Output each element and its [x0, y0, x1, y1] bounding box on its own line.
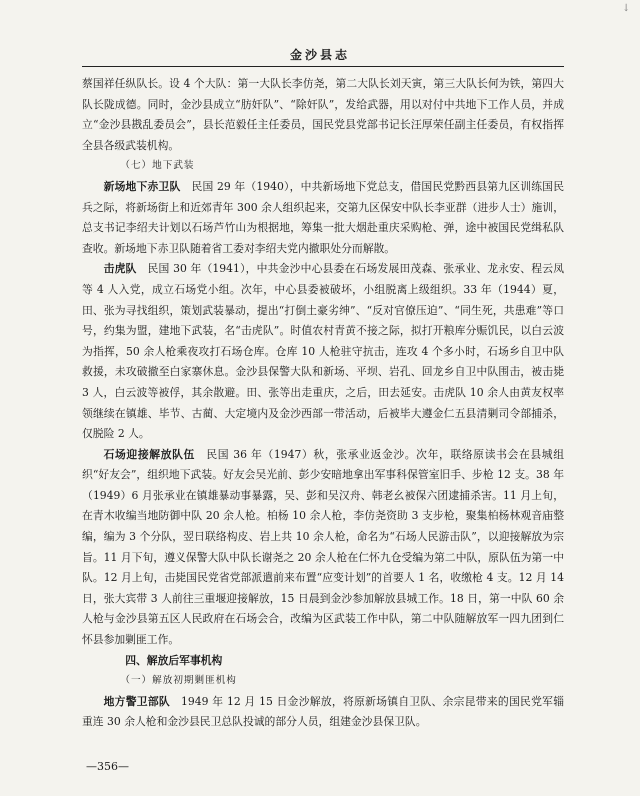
paragraph-text: 1949 年 12 月 15 日金沙解放，将原新场镇自卫队、余宗昆带来的国民党军辎重连 30 余人枪和金沙县民卫总队投诚的部分人员，组建金沙县保卫队。 — [82, 694, 564, 729]
paragraph-jihu-team — [82, 259, 564, 444]
page-number: —356— — [86, 760, 129, 773]
subsection-heading-7: （七）地下武装 — [120, 160, 195, 172]
corner-mark: ↓ — [622, 3, 631, 14]
paragraph-text: 民国 29 年（1940），中共新场地下党总支，借国民党黔西县第九区训练国民兵之际，将新场街上和近郊青年 300 余人组织起来，交第九区保安中队长李亚群（进步人士）施训，总支书记李绍夫计划以石场芦竹山为根据地，筹集一批大烟赴重庆采购枪、弹，途中被国民党缉私队查收。新场地下赤卫队随着省工委对李绍夫党内撤职处分而解散。 — [82, 179, 565, 255]
section-heading-4: 四、解放后军事机构 — [125, 653, 223, 667]
page-body — [82, 74, 564, 733]
paragraph-lead: 击虎队 — [103, 262, 137, 276]
paragraph-local-guard — [82, 692, 564, 733]
paragraph-xinchang-militia — [82, 177, 564, 259]
paragraph-text: 民国 30 年（1941），中共金沙中心县委在石场发展田茂森、张承业、龙永安、程云凤等 4 人入党，成立石场党小组。次年，中心县委被破坏，小组脱离上级组织。33 年（1944）夏，田、张为寻找组织，策划武装暴动，提出“打倒土豪劣绅”、“反对官僚压迫”、“同生死，共患难”等口号，约集为盟，建地下武装，名“击虎队”。时值农村青黄不接之际，拟打开粮库分赈饥民，以白云波为指挥，50 余人枪乘夜攻打石场仓库。仓库 10 人枪驻守抗击，连攻 4 个多小时，石场乡自卫中队救援，未攻破撤至白家寨休息。金沙县保警大队和新场、平坝、岩孔、回龙乡自卫中队围击，被击毙 3 人，白云波等被俘，其余散避。田、张等出走重庆，之后，田去延安。击虎队 10 余人由黄友权率领继续在镇雄、毕节、古蔺、大定境内及金沙西部一带活动，后被毕大遵金仁五县清剿司令部捕杀，仅脱险 2 人。 — [82, 262, 564, 441]
paragraph-lead: 石场迎接解放队伍 — [103, 447, 195, 461]
header-rule — [82, 66, 564, 67]
paragraph-text: 民国 36 年（1947）秋，张承业返金沙。次年，联络原读书会在县城组织“好友会”，组织地下武装。好友会吴光前、彭少安暗地拿出军事科保管室旧手、步枪 12 支。38 年（1949）6 月张承业在镇雄暴动事暴露，吴、彭和吴汉舟、韩老幺被保六团逮捕杀害。11 月上旬，在青木收编当地防御中队 20 余人枪。柏杨 10 余人枪，李仿尧资助 3 支步枪，聚集柏杨林观音庙整编，编为 3 个分队，翌日联络构皮、岩上共 10 余人枪，命名为“石场人民游击队”，以迎接解放为宗旨。11 月下旬，遵义保警大队中队长谢尧之 20 余人枪在仁怀九仓受编为第二中队，原队伍为第一中队。12 月上旬，击毙国民党省党部派遣前来布置“应变计划”的首要人 1 名，收缴枪 4 支。12 月 14 日，张大宾带 3 人前往三重堰迎接解放，15 日晨到金沙参加解放县城工作。18 日，第一中队 60 余人枪与金沙县第五区人民政府在石场会合，改编为区武装工作中队，第二中队随解放军一四九团到仁怀县参加剿匪工作。 — [82, 447, 565, 647]
paragraph-lead: 新场地下赤卫队 — [103, 179, 181, 193]
subsection-heading-1: （一）解放初期剿匪机构 — [120, 675, 237, 687]
paragraph-continuation: 蔡国祥任纵队长。设 4 个大队：第一大队长李仿尧，第二大队长刘天寅，第三大队长何为铁，第四大队长陇成德。同时，金沙县成立“肪奸队”、“除奸队”，发给武器，用以对付中共地下工作人员，并成立“金沙县戡乱委员会”，县长范毅任主任委员，国民党县党部书记长汪厚荣任副主任委员，有权指挥全县各级武装机构。 — [82, 77, 564, 152]
paragraph-lead: 地方警卫部队 — [103, 694, 170, 708]
paragraph-shichang-team — [82, 445, 564, 651]
running-header-title: 金沙县志 — [289, 48, 350, 62]
